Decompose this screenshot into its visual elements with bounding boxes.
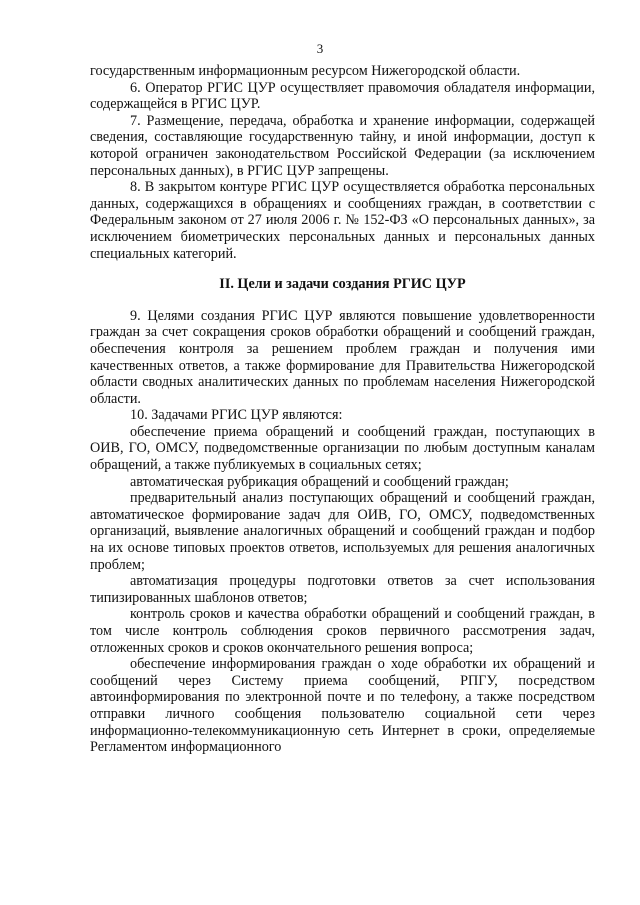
task-item-automation: автоматизация процедуры подготовки ответов за счет использования типизированных шаблонов ответов; [90,573,595,606]
document-body [90,63,595,756]
task-item-control: контроль сроков и качества обработки обращений и сообщений граждан, в том числе контроль соблюдения сроков первичного рассмотрения задач, отложенных сроков и сроков окончательного решения вопроса; [90,606,595,656]
paragraph-7: 7. Размещение, передача, обработка и хранение информации, содержащей сведения, составляющие государственную тайну, и иной информации, доступ к которой ограничен законодательством Российской Федерации (за исключением персональных данных), в РГИС ЦУР запрещены. [90,112,595,179]
paragraph-continuation: государственным информационным ресурсом Нижегородской области. [90,63,521,79]
paragraph-10: 10. Задачами РГИС ЦУР являются: [130,407,343,424]
paragraph-8: 8. В закрытом контуре РГИС ЦУР осуществляется обработка персональных данных, содержащихся в обращениях и сообщениях граждан, в соответствии с Федеральным законом от 27 июля 2006 г. № 152-ФЗ «О персональных данных», за исключением биометрических персональных данных и персональных данных специальных категорий. [90,179,595,262]
task-item-intake: обеспечение приема обращений и сообщений граждан, поступающих в ОИВ, ГО, ОМСУ, подведомственные организации по любым доступным каналам обращений, а также публикуемых в социальных сетях; [90,423,595,474]
task-item-rubrication: автоматическая рубрикация обращений и сообщений граждан; [130,473,509,490]
section-heading: II. Цели и задачи создания РГИС ЦУР [219,276,466,293]
page-number: 3 [316,41,324,56]
paragraph-9: 9. Целями создания РГИС ЦУР являются повышение удовлетворенности граждан за счет сокращения сроков обработки обращений и сообщений граждан, обеспечения контроля за решением проблем граждан и получения ими качественных ответов, а также формирование для Правительства Нижегородской области сводных аналитических данных по проблемам населения Нижегородской области. [90,307,595,407]
task-item-analysis: предварительный анализ поступающих обращений и сообщений граждан, автоматическое формирование задач для ОИВ, ГО, ОМСУ, подведомственных организаций, выявление аналогичных обращений и сообщений граждан и подбор на их основе типовых проектов ответов, используемых для решения аналогичных проблем; [90,490,595,573]
task-item-informing: обеспечение информирования граждан о ходе обработки их обращений и сообщений через Систему приема сообщений, РПГУ, посредством автоинформирования по электронной почте и по телефону, а также посредством отправки личного сообщения пользователю социальной сети через информационно-телекоммуникационную сеть Интернет в сроки, определяемые Регламентом информационного [90,656,595,756]
paragraph-6: 6. Оператор РГИС ЦУР осуществляет правомочия обладателя информации, содержащейся в РГИС ЦУР. [90,79,595,113]
